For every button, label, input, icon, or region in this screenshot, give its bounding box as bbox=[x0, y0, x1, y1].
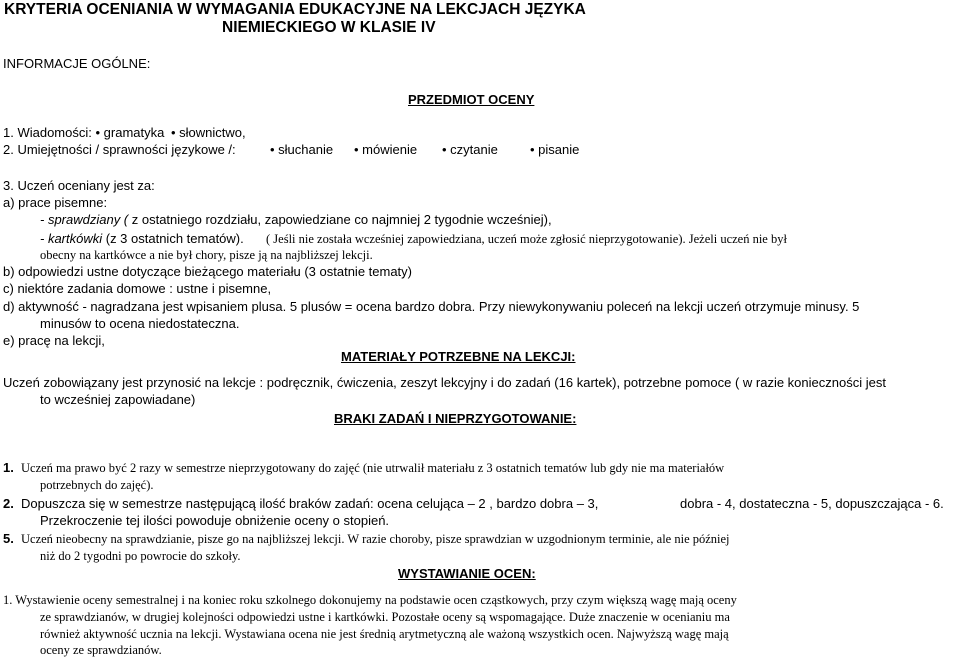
assessment-intro: 3. Uczeń oceniany jest za: bbox=[3, 178, 155, 193]
rule1-line2: potrzebnych do zajęć). bbox=[40, 478, 154, 492]
grading-line3: również aktywność ucznia na lekcji. Wystawiana ocena nie jest średnią arytmetyczną ale ważoną wszystkich ocen. Najwyższą wagę mają bbox=[40, 627, 729, 641]
rule-number-5: 5. bbox=[3, 531, 14, 546]
quizzes-note: ( Jeśli nie została wcześniej zapowiedziana, uczeń może zgłosić nieprzygotowanie). Jeżeli uczeń nie był bbox=[266, 232, 787, 246]
materials-line1: Uczeń zobowiązany jest przynosić na lekcje : podręcznik, ćwiczenia, zeszyt lekcyjny i do zadań (16 kartek), potrzebne pomoce ( w razie konieczności jest bbox=[3, 375, 886, 390]
assessment-tests bbox=[40, 212, 552, 228]
rule2-line1b: dobra - 4, dostateczna - 5, dopuszczająca - 6. bbox=[680, 496, 944, 511]
rule-number-1: 1. bbox=[3, 460, 14, 475]
knowledge-vocabulary: • słownictwo, bbox=[170, 125, 246, 140]
general-info-label: INFORMACJE OGÓLNE: bbox=[3, 56, 151, 71]
skills-label: 2. Umiejętności / sprawności językowe /: bbox=[3, 142, 236, 157]
document-title-line1: KRYTERIA OCENIANIA W WYMAGANIA EDUKACYJNE NA LEKCJACH JĘZYKA bbox=[4, 1, 586, 18]
grading-line2: ze sprawdzianów, w drugiej kolejności odpowiedzi ustne i kartkówki. Pozostałe oceny są wspomagające. Duże znaczenie w ocenianiu ma bbox=[40, 610, 730, 624]
subject-heading: PRZEDMIOT OCENY bbox=[408, 92, 535, 107]
knowledge-label: 1. Wiadomości: bbox=[3, 125, 92, 140]
rule2-line1a: Dopuszcza się w semestrze następującą ilość braków zadań: ocena celująca – 2 , bardzo dobra – 3, bbox=[21, 496, 599, 511]
tests-label: - sprawdziany ( bbox=[40, 212, 129, 227]
skill-writing: • pisanie bbox=[530, 142, 580, 157]
rule1-line1: Uczeń ma prawo być 2 razy w semestrze nieprzygotowany do zajęć (nie utrwalił materiału z 3 ostatnich tematów lub gdy nie ma materiałów bbox=[21, 461, 725, 475]
quizzes-label: - kartkówki bbox=[40, 231, 103, 246]
rule2-line2: Przekroczenie tej ilości powoduje obniżenie oceny o stopień. bbox=[40, 513, 390, 528]
assessment-d-cont: minusów to ocena niedostateczna. bbox=[40, 316, 240, 331]
assessment-a-label: a) prace pisemne: bbox=[3, 195, 108, 210]
assessment-e: e) pracę na lekcji, bbox=[3, 333, 105, 348]
grading-heading: WYSTAWIANIE OCEN: bbox=[398, 566, 536, 581]
tests-description: z ostatniego rozdziału, zapowiedziane co najmniej 2 tygodnie wcześniej), bbox=[128, 212, 552, 227]
subject-item-knowledge bbox=[3, 125, 246, 141]
skill-reading: • czytanie bbox=[442, 142, 498, 157]
rule5-line1: Uczeń nieobecny na sprawdzianie, pisze go na najbliższej lekcji. W razie choroby, pisze sprawdzian w uzgodnionym terminie, ale nie później bbox=[21, 532, 730, 546]
assessment-b: b) odpowiedzi ustne dotyczące bieżącego materiału (3 ostatnie tematy) bbox=[3, 264, 412, 279]
assessment-c: c) niektóre zadania domowe : ustne i pisemne, bbox=[3, 281, 272, 296]
knowledge-grammar: • gramatyka bbox=[95, 125, 165, 140]
document-title-line2: NIEMIECKIEGO W KLASIE IV bbox=[222, 19, 436, 36]
materials-heading: MATERIAŁY POTRZEBNE NA LEKCJI: bbox=[341, 349, 576, 364]
grading-line1: 1. Wystawienie oceny semestralnej i na koniec roku szkolnego dokonujemy na podstawie ocen cząstkowych, przy czym większą wagę mają oceny bbox=[3, 593, 737, 607]
assessment-quizzes bbox=[40, 231, 244, 247]
grading-line4: oceny ze sprawdzianów. bbox=[40, 643, 162, 657]
materials-line2: to wcześniej zapowiadane) bbox=[40, 392, 196, 407]
assessment-d: d) aktywność - nagradzana jest wpisaniem plusa. 5 plusów = ocena bardzo dobra. Przy niewykonywaniu poleceń na lekcji uczeń otrzymuje minusy. 5 bbox=[3, 299, 860, 314]
skill-listening: • słuchanie bbox=[270, 142, 334, 157]
quizzes-note-cont: obecny na kartkówce a nie był chory, pisze ją na najbliższej lekcji. bbox=[40, 248, 373, 262]
rule-number-2: 2. bbox=[3, 496, 14, 511]
skill-speaking: • mówienie bbox=[354, 142, 418, 157]
rule5-line2: niż do 2 tygodni po powrocie do szkoły. bbox=[40, 549, 241, 563]
shortcomings-heading: BRAKI ZADAŃ I NIEPRZYGOTOWANIE: bbox=[334, 411, 577, 426]
quizzes-description: (z 3 ostatnich tematów). bbox=[102, 231, 244, 246]
